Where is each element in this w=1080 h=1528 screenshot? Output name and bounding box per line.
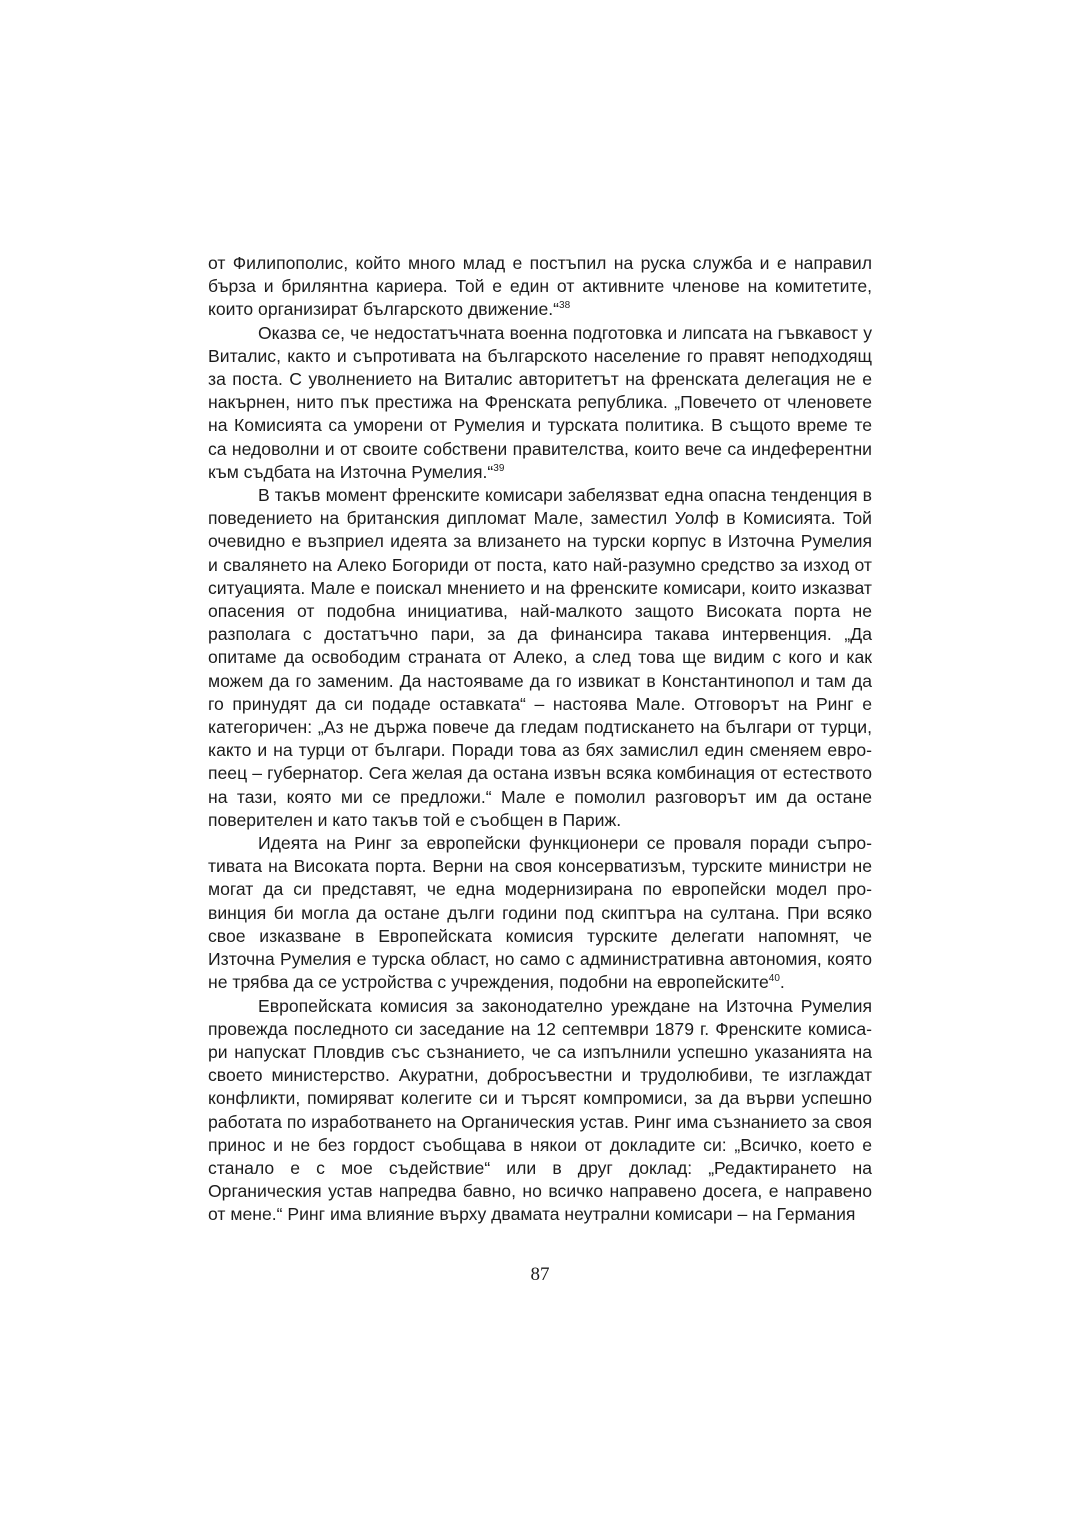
footnote-ref-40: 40 bbox=[768, 973, 780, 985]
footnote-ref-39: 39 bbox=[493, 462, 505, 474]
page-number: 87 bbox=[530, 1264, 550, 1285]
paragraph-3 bbox=[208, 484, 872, 832]
paragraph-4 bbox=[208, 832, 872, 994]
paragraph-1-text: от Филипополис, който много млад е постъпил на руска служба и е направил бърза и брилянтна кариера. Той е един от активните членове на комитетите, които организират българското движение.“ bbox=[208, 253, 872, 320]
body-text bbox=[208, 252, 872, 1227]
paragraph-3-text: В такъв момент френските комисари забелязват една опасна тенденция в поведението на британския дипломат Мале, заместил Уолф в Комисията. Той очевидно е възприел идеята за влизането на турски корпус в Източна Румелия и свалянето на Алеко Богориди от поста, като най-разумно средство за изход от ситуацията. Мале е поискал мнението и на френските комисари, които изказват опасения от подобна инициатива, най-малкото защото Високата порта не разполага с достатъчно пари, за да финансира такава интервенция. „Да опитаме да освободим страната от Алеко, а след това ще видим с кого и как можем да го заменим. Да настояваме да го извикат в Константинопол и там да го принудят да си подаде оставката“ – настоява Мале. Отговорът на Ринг е категоричен: „Аз не държа повече да гледам подтискането на българи от турци, както и на турци от българи. Поради това аз бях замислил един сменяем европеец – губернатор. Сега желая да остана извън всяка комбинация от естеството на тази, която ми се предложи.“ Мале е помолил разговорът им да остане поверителен и като такъв той е съобщен в Париж. bbox=[208, 485, 872, 830]
paragraph-2-text: Оказва се, че недостатъчната военна подготовка и липсата на гъвкавост у Виталис, както и съпротивата на българското население го правят неподходящ за поста. С уволнението на Виталис авторитетът на френската делегация не е накърнен, нито пък престижа на Френската република. „Повечето от членовете на Комисията са уморени от Румелия и турската политика. В същото време те са недоволни и от своите собствени правителства, които вече са индеферентни към съдбата на Източна Румелия.“ bbox=[208, 322, 872, 482]
paragraph-5 bbox=[208, 995, 872, 1227]
paragraph-5-text: Европейската комисия за законодателно уреждане на Източна Румелия провежда последното си заседание на 12 септември 1879 г. Френските комисари напускат Пловдив със съзнанието, че са изпълнили успешно указанията на своето министерство. Акуратни, добросъвестни и трудолюбиви, те изглаждат конфликти, помиряват колегите си и търсят компромиси, за да върви успешно работата по изработването на Органическия устав. Ринг има съзнанието за своя принос и не без гордост съобщава в някои от докладите си: „Всичко, което е станало е с мое съдействие“ или в друг доклад: „Редактирането на Органическия устав напредва бавно, но всичко направено досега, е направено от мене.“ Ринг има влияние върху двамата неутрални комисари – на Германия bbox=[208, 995, 872, 1225]
footnote-ref-38: 38 bbox=[559, 300, 571, 312]
paragraph-2 bbox=[208, 322, 872, 484]
paragraph-4-trailing: . bbox=[779, 972, 785, 993]
paragraph-4-text: Идеята на Ринг за европейски функционери се проваля поради съпротивата на Високата порта. Верни на своя консерватизъм, турските министри не могат да си представят, че една модернизирана по европейски модел провинция би могла да остане дълги години под скиптъра на султана. При всяко свое изказване в Европейската комисия турските делегати напомнят, че Източна Румелия е турска област, но само с административна автономия, която не трябва да се устройства с учреждения, подобни на европейските bbox=[208, 833, 872, 993]
paragraph-1 bbox=[208, 252, 872, 322]
